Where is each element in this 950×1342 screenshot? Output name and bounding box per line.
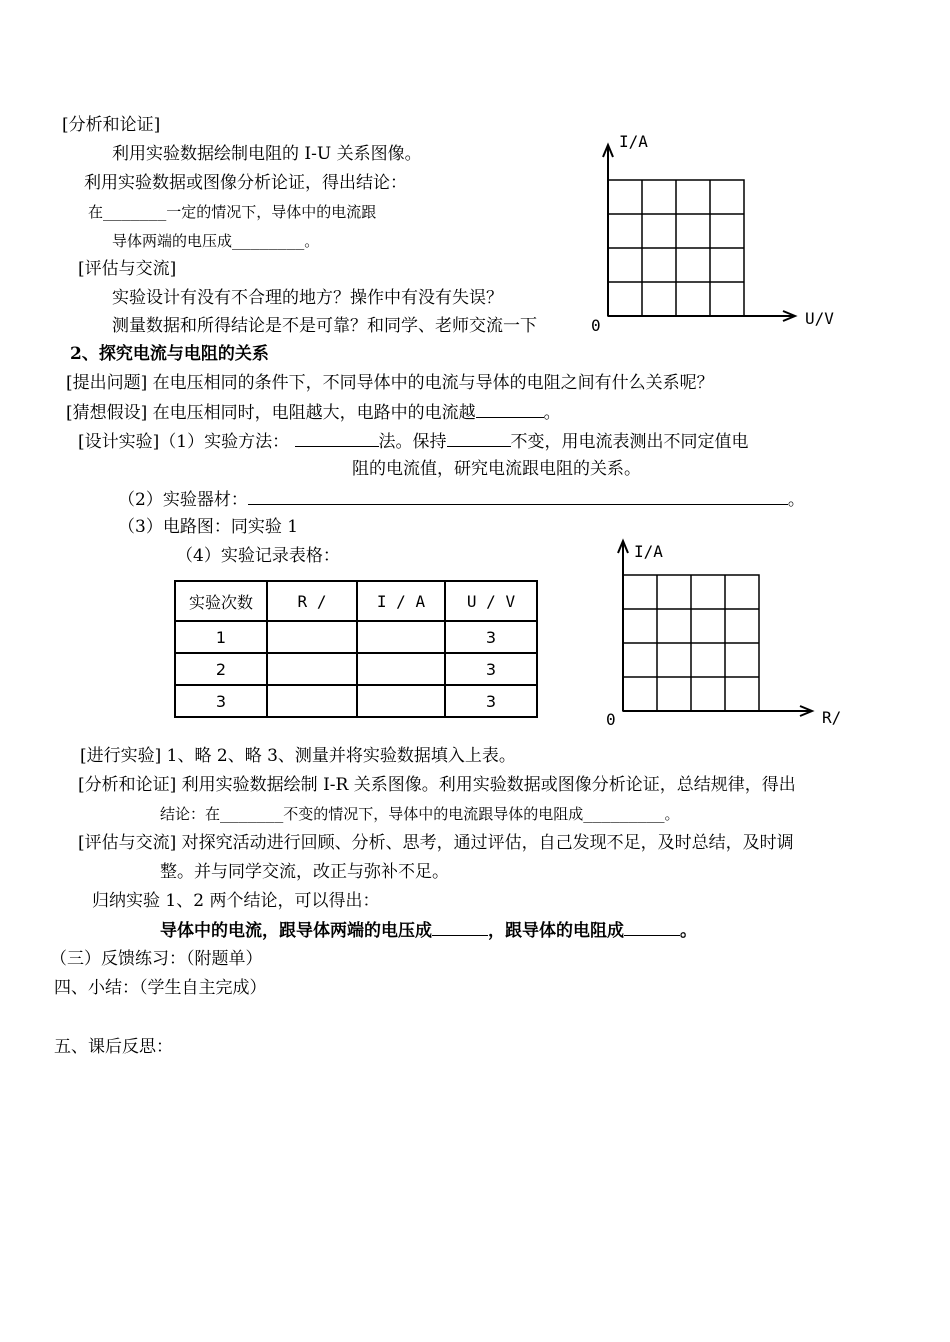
ir-grid <box>623 575 759 711</box>
question-line: [提出问题] 在电压相同的条件下，不同导体中的电流与导体的电阻之间有什么关系呢？ <box>66 373 714 393</box>
table-header-row <box>175 581 537 621</box>
iu-origin: 0 <box>591 316 601 335</box>
analysis2-cont: 结论：在_______不变的情况下，导体中的电流跟导体的电阻成_________。 <box>160 805 680 823</box>
analysis-heading: [分析和论证] <box>62 115 161 135</box>
eval2-line: [评估与交流] 对探究活动进行回顾、分析、思考，通过评估，自己发现不足，及时总结，及时调 <box>78 833 794 853</box>
table-cell: 3 <box>175 685 267 717</box>
summary-line: 四、小结：（学生自主完成） <box>54 978 267 998</box>
draw-iu-line: 利用实验数据绘制电阻的 I-U 关系图像。 <box>112 144 422 164</box>
iu-x-label: U/V <box>805 309 834 328</box>
design-line-3: （3）电路图：同实验 1 <box>118 517 299 537</box>
design-line-1: [设计实验]（1）实验方法： 法。保持 不变，用电流表测出不同定值电 <box>78 432 749 452</box>
method-blank <box>295 430 379 447</box>
keep-blank <box>447 430 511 447</box>
eval-line-1: 实验设计有没有不合理的地方？操作中有没有失误？ <box>112 288 503 308</box>
table-cell: 3 <box>445 621 537 653</box>
table-row <box>175 685 537 717</box>
iu-graph <box>585 125 855 340</box>
analyze-line: 利用实验数据或图像分析论证，得出结论： <box>84 173 407 193</box>
feedback-line: （三）反馈练习：（附题单） <box>50 949 263 969</box>
voltage-blank <box>432 919 488 936</box>
table-cell: 2 <box>175 653 267 685</box>
record-table <box>174 580 538 718</box>
ir-y-label: I/A <box>634 542 663 561</box>
table-cell <box>267 621 357 653</box>
design-line-1-cont: 阻的电流值，研究电流跟电阻的关系。 <box>352 459 641 479</box>
table-cell <box>267 685 357 717</box>
header-cell: 实验次数 <box>175 581 267 621</box>
table-cell: 3 <box>445 685 537 717</box>
hypothesis-blank <box>476 401 544 418</box>
summary-intro: 归纳实验 1、2 两个结论，可以得出： <box>92 891 380 911</box>
table-cell: 1 <box>175 621 267 653</box>
reflection-line: 五、课后反思： <box>54 1037 173 1057</box>
section2-title: 2、探究电流与电阻的关系 <box>70 344 269 364</box>
table-cell: 3 <box>445 653 537 685</box>
analysis2-line: [分析和论证] 利用实验数据绘制 I-R 关系图像。利用实验数据或图像分析论证，总结规律，得出 <box>78 775 796 795</box>
equipment-blank <box>248 488 788 505</box>
eval2-cont: 整。并与同学交流，改正与弥补不足。 <box>160 862 449 882</box>
table-cell <box>357 621 445 653</box>
conclusion-line-2: 导体两端的电压成________。 <box>112 232 320 250</box>
header-cell: I / A <box>357 581 445 621</box>
table-cell <box>267 653 357 685</box>
resistance-blank <box>624 919 680 936</box>
eval-heading: [评估与交流] <box>78 259 177 279</box>
ir-x-label: R/ <box>822 708 842 727</box>
table-cell <box>357 653 445 685</box>
table-row <box>175 653 537 685</box>
summary-conclusion: 导体中的电流，跟导体两端的电压成 ，跟导体的电阻成 。 <box>160 921 697 941</box>
eval-line-2: 测量数据和所得结论是不是可靠？和同学、老师交流一下 <box>112 316 537 336</box>
table-row <box>175 621 537 653</box>
conclusion-line-1: 在_______一定的情况下，导体中的电流跟 <box>88 203 377 221</box>
iu-grid <box>608 180 744 316</box>
perform-line: [进行实验] 1、略 2、略 3、测量并将实验数据填入上表。 <box>80 746 516 766</box>
hypothesis-line: [猜想假设] 在电压相同时，电阻越大，电路中的电流越 。 <box>66 403 561 423</box>
ir-graph <box>600 535 865 735</box>
header-cell: R / <box>267 581 357 621</box>
design-line-2: （2）实验器材： 。 <box>118 490 805 510</box>
table-cell <box>357 685 445 717</box>
design-line-4: （4）实验记录表格： <box>176 546 340 566</box>
ir-origin: 0 <box>606 710 616 729</box>
header-cell: U / V <box>445 581 537 621</box>
iu-y-label: I/A <box>619 132 648 151</box>
